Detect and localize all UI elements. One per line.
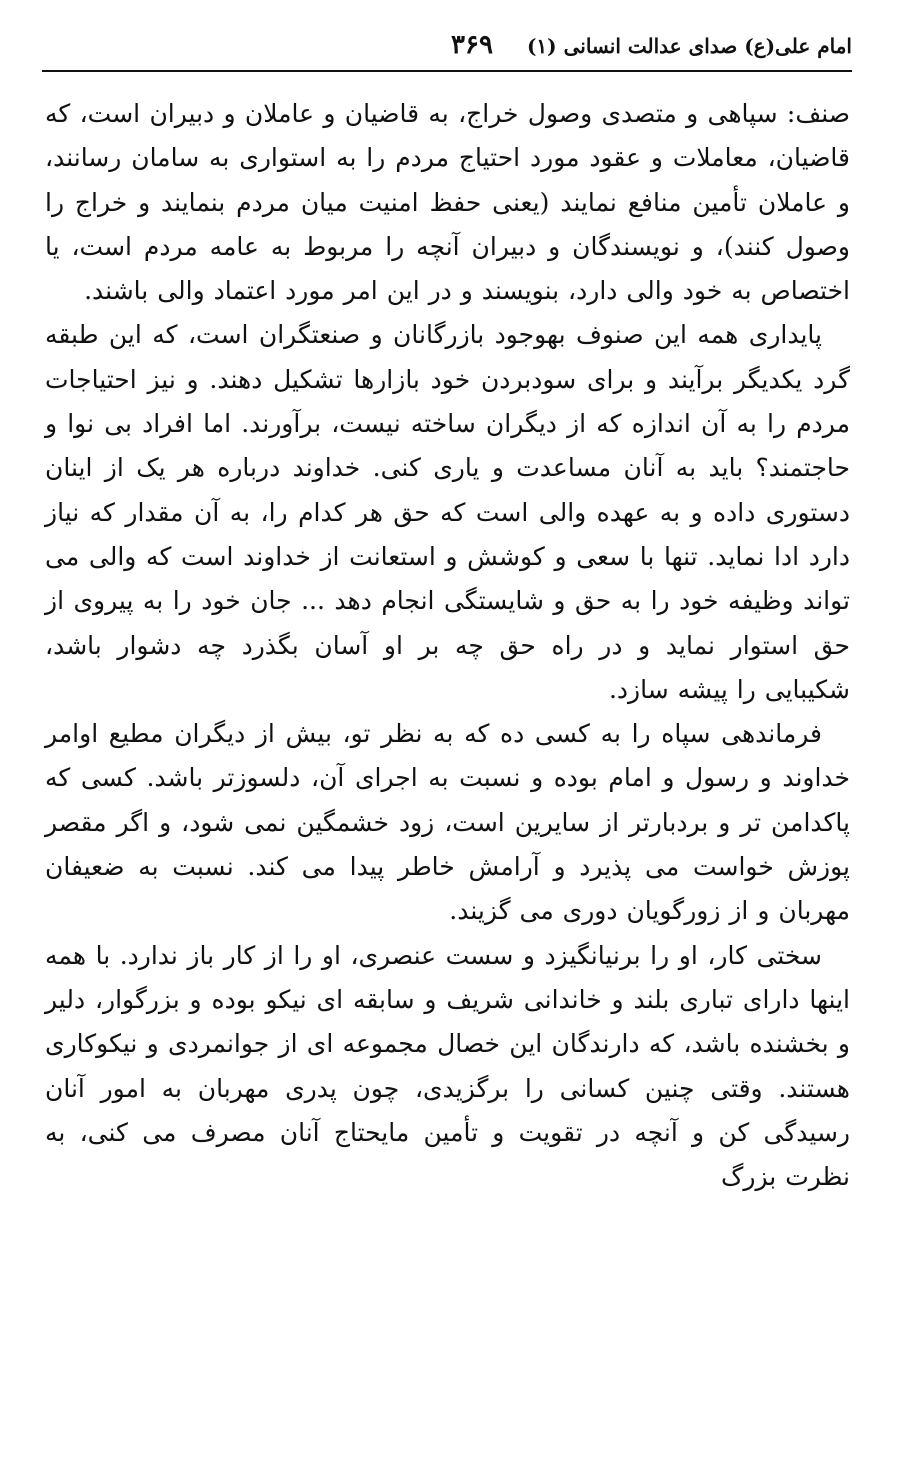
paragraph-2: پایداری همه این صنوف بهوجود بازرگانان و صنعتگران است، که این طبقه گرد یکدیگر برآیند و برای سودبردن خود بازارها تشکیل دهند. و نیز احتیاجات مردم را به آن اندازه که از دیگران ساخته نیست، برآورند. اما افراد بی نوا و حاجتمند؟ باید به آنان مساعدت و یاری کنی. خداوند درباره هر یک از اینان دستوری داده و به عهده والی است که حق هر کدام را، به آن مقدار که نیاز دارد ادا نماید. تنها با سعی و کوشش و استعانت از خداوند است که والی می تواند وظیفه خود را به حق و شایستگی انجام دهد ... جان خود را به پیروی از حق استوار نماید و در راه حق چه بر او آسان بگذرد چه دشوار باشد، شکیبایی را پیشه سازد. — [45, 320, 850, 704]
running-header — [42, 28, 852, 72]
header-title: امام علی(ع) صدای عدالت انسانی (۱) — [526, 34, 852, 58]
page-number: ۳۶۹ — [451, 30, 493, 60]
paragraph-1: صنف: سپاهی و متصدی وصول خراج، به قاضیان و عاملان و دبیران است، که قاضیان، معاملات و عقود مورد احتیاج مردم را به استواری به سامان رسانند، و عاملان تأمین منافع نمایند (یعنی حفظ امنیت میان مردم بنمایند و خراج را وصول کنند)، و نویسندگان و دبیران آنچه را مربوط به عامه مردم است، یا اختصاص به خود والی دارد، بنویسند و در این امر مورد اعتماد والی باشند. — [45, 99, 850, 306]
body-text — [45, 92, 850, 1199]
paragraph-4: سختی کار، او را برنیانگیزد و سست عنصری، او را از کار باز ندارد. با همه اینها دارای تباری بلند و خاندانی شریف و سابقه ای نیکو بوده و بزرگوار، دلیر و بخشنده باشد، که دارندگان این خصال مجموعه ای از جوانمردی و نیکوکاری هستند. وقتی چنین کسانی را برگزیدی، چون پدری مهربان به امور آنان رسیدگی کن و آنچه در تقویت و تأمین مایحتاج آنان مصرف می کنی، به نظرت بزرگ — [45, 940, 850, 1192]
paragraph-3: فرماندهی سپاه را به کسی ده که به نظر تو، بیش از دیگران مطیع اوامر خداوند و رسول و امام بوده و نسبت به اجرای آن، دلسوزتر باشد. کسی که پاکدامن تر و بردبارتر از سایرین است، زود خشمگین نمی شود، و اگر مقصر پوزش خواست می پذیرد و آرامش خاطر پیدا می کند. نسبت به ضعیفان مهربان و از زورگویان دوری می گزیند. — [45, 719, 850, 926]
